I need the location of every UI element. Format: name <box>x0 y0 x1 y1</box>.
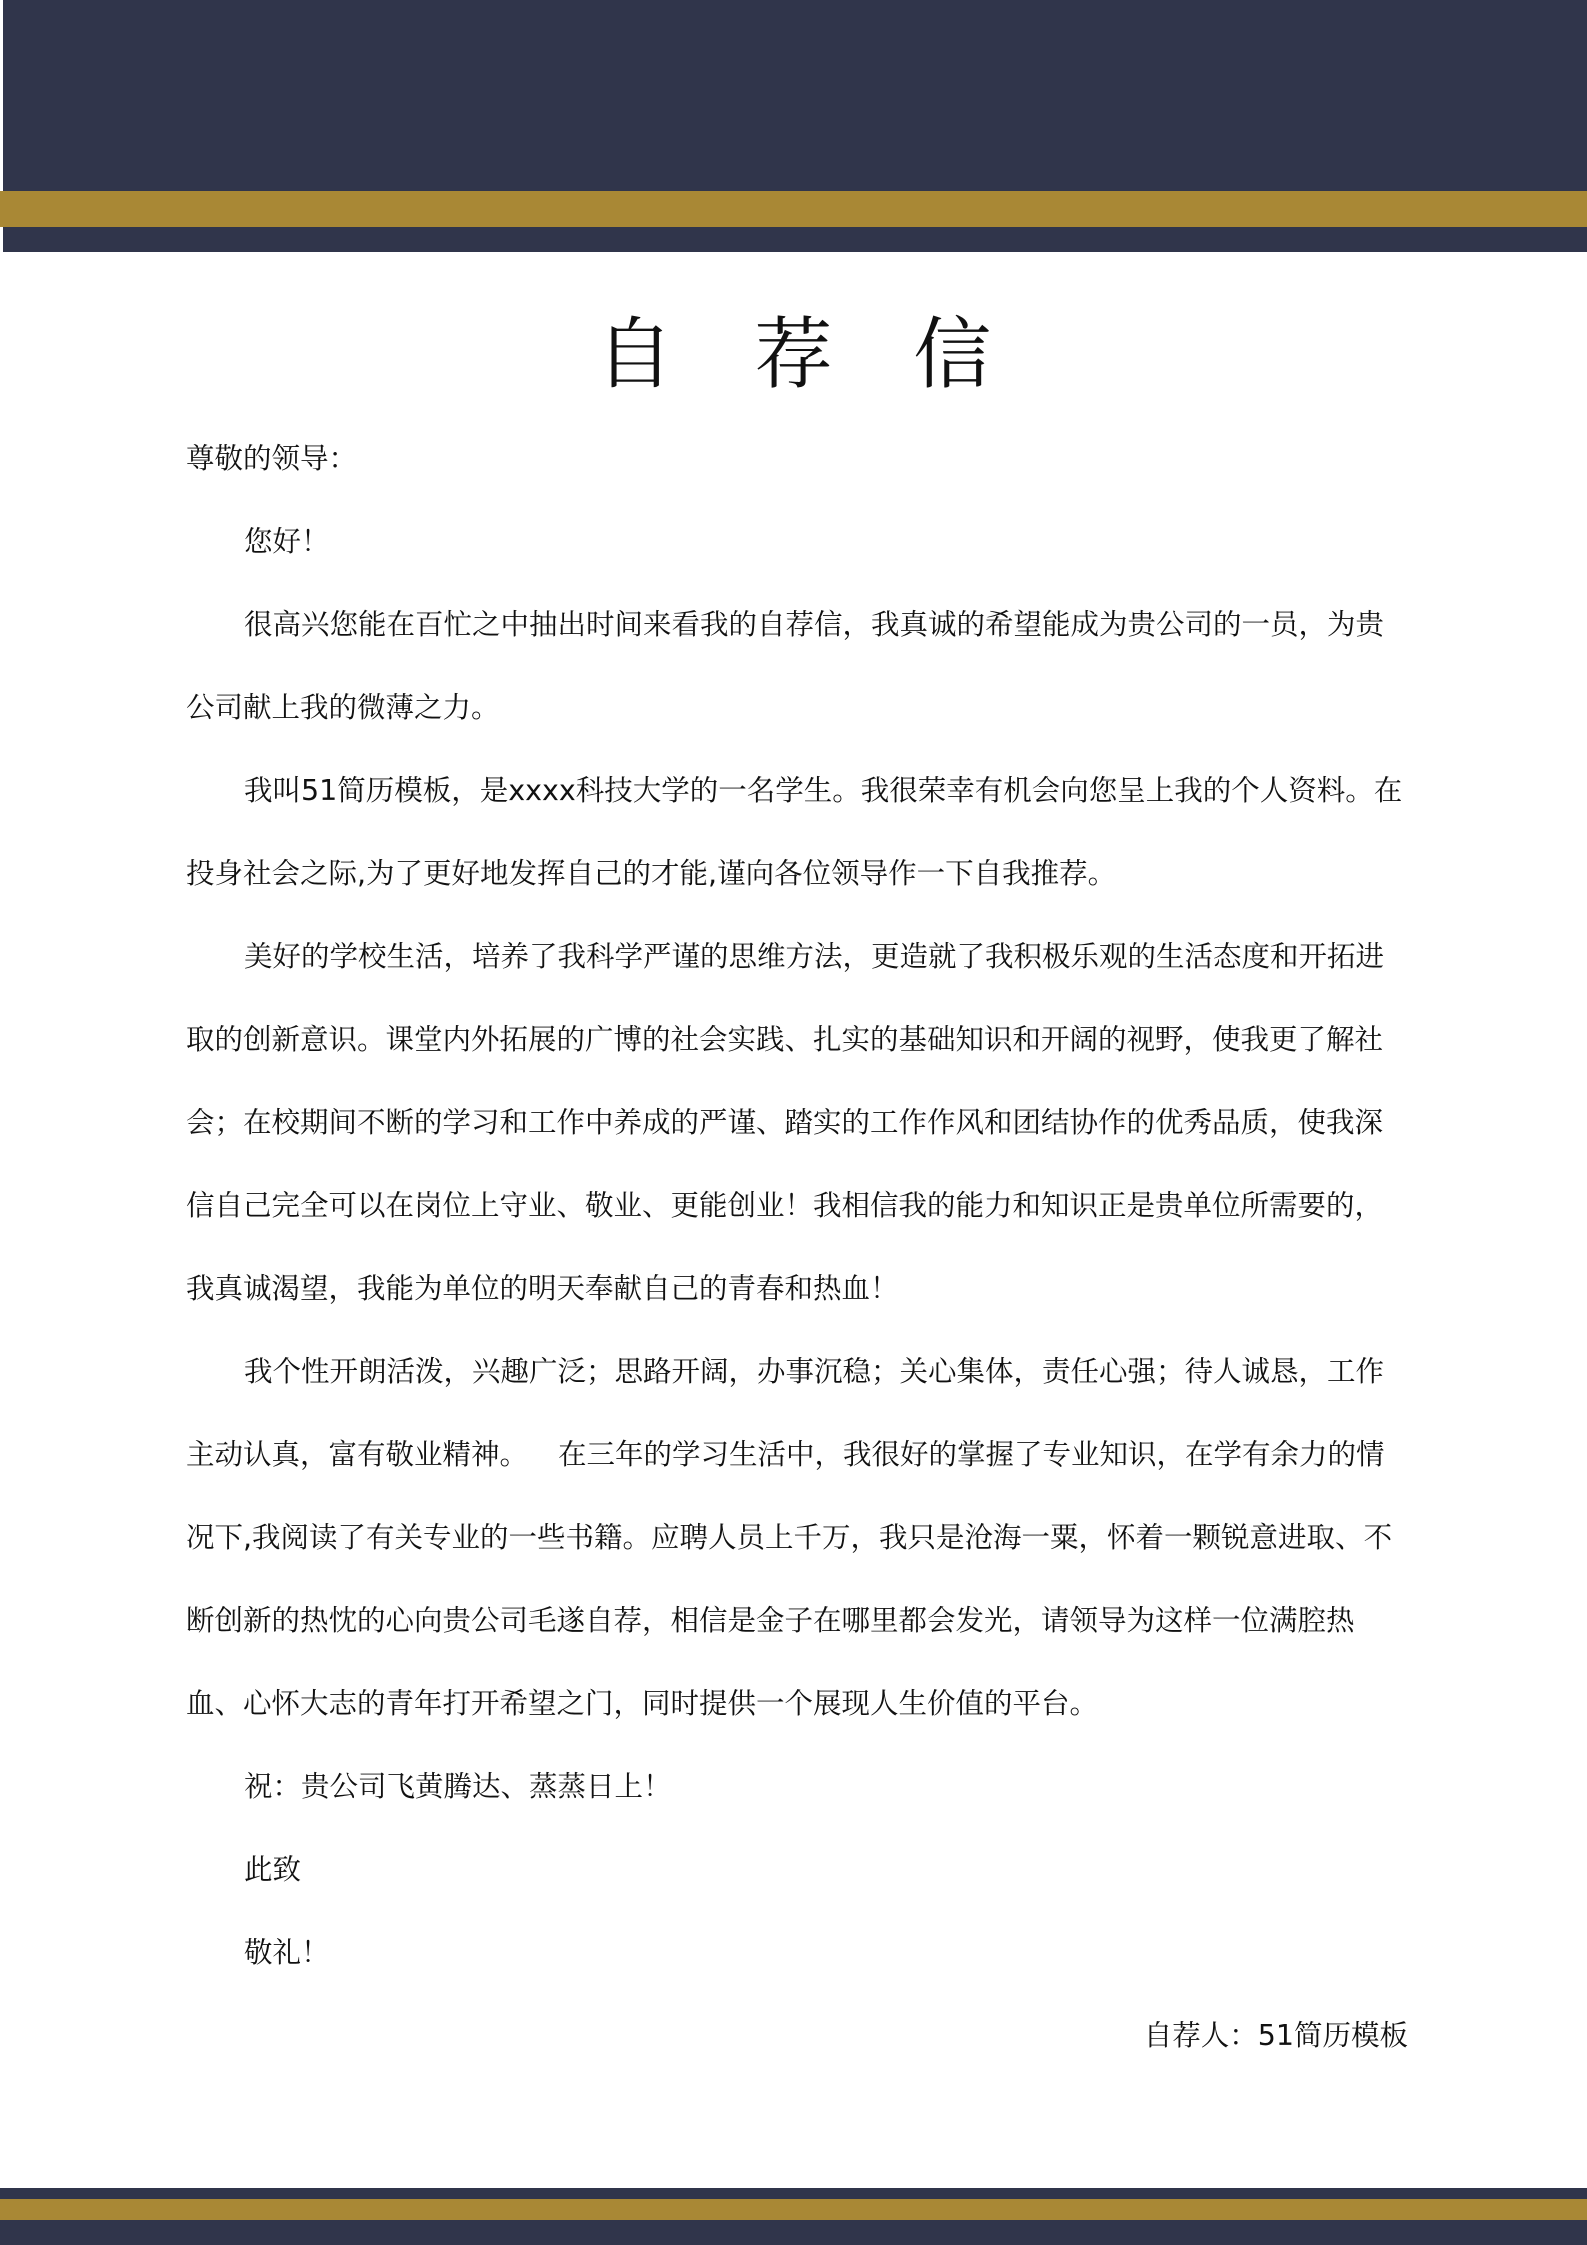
signature: 自荐人：51简历模板 <box>1143 2019 1408 2052</box>
footer-gold-stripe <box>0 2199 1587 2220</box>
paragraph-intro: 很高兴您能在百忙之中抽出时间来看我的自荐信，我真诚的希望能成为贵公司的一员，为贵公司献上我的微薄之力。 <box>186 608 1385 724</box>
study-text: 在三年的学习生活中，我很好的掌握了专业知识，在学有余力的情况下,我阅读了有关专业的一些书籍。应聘人员上千万，我只是沧海一粟，怀着一颗锐意进取、不断创新的热忱的心向贵公司毛遂自荐，相信是金子在哪里都会发光，请领导为这样一位满腔热血、心怀大志的青年打开希望之门，同时提供一个展现人生价值的平台。 <box>186 1438 1393 1720</box>
closing-line-1: 此致 <box>244 1853 302 1886</box>
salutation: 尊敬的领导： <box>186 442 358 475</box>
page-title: 自 荐 信 <box>595 310 1020 400</box>
wish-line: 祝：贵公司飞黄腾达、蒸蒸日上！ <box>244 1770 672 1803</box>
header-gold-stripe <box>0 191 1587 227</box>
paragraph-personality <box>186 1330 1408 1745</box>
personality-text: 我个性开朗活泼，兴趣广泛；思路开阔，办事沉稳；关心集体，责任心强；待人诚恳，工作主动认真，富有敬业精神。 <box>186 1355 1385 1471</box>
closing-line-2: 敬礼！ <box>244 1936 330 1969</box>
greeting: 您好！ <box>244 525 330 558</box>
paragraph-self-introduction: 我叫51简历模板，是xxxx科技大学的一名学生。我很荣幸有机会向您呈上我的个人资料。在投身社会之际,为了更好地发挥自己的才能,谨向各位领导作一下自我推荐。 <box>186 774 1403 890</box>
paragraph-school-life: 美好的学校生活，培养了我科学严谨的思维方法，更造就了我积极乐观的生活态度和开拓进取的创新意识。课堂内外拓展的广博的社会实践、扎实的基础知识和开阔的视野，使我更了解社会；在校期间不断的学习和工作中养成的严谨、踏实的工作作风和团结协作的优秀品质，使我深信自己完全可以在岗位上守业、敬业、更能创业！我相信我的能力和知识正是贵单位所需要的，我真诚渴望，我能为单位的明天奉献自己的青春和热血！ <box>186 940 1385 1305</box>
letter-body <box>186 417 1408 2077</box>
